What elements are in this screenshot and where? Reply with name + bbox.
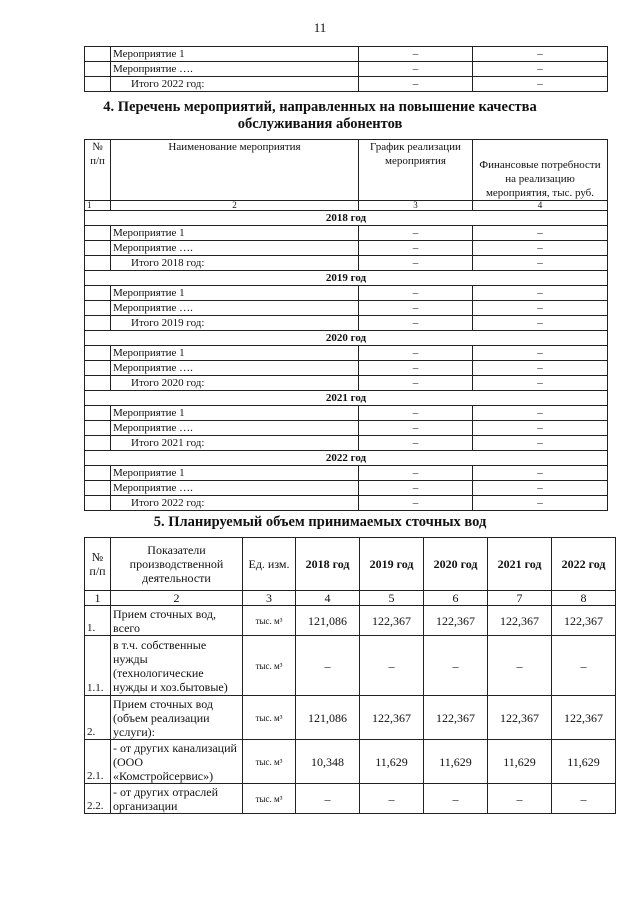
col-num-3: 3 (359, 201, 473, 211)
total-row (85, 436, 608, 451)
measures-header-row (85, 140, 608, 201)
value-cell: – (360, 636, 424, 696)
row-num (85, 421, 111, 436)
col-num-1: 1 (85, 201, 111, 211)
value-cell: 122,367 (552, 606, 616, 636)
value-cell: 121,086 (296, 606, 360, 636)
page-number: 11 (313, 20, 327, 35)
measure-name: Мероприятие 1 (111, 406, 359, 421)
measure-row (85, 286, 608, 301)
header-name: Наименование мероприятия (111, 140, 359, 201)
measures-table (84, 139, 608, 511)
value-cell: 122,367 (424, 696, 488, 740)
indicator-name: Прием сточных вод, всего (111, 606, 243, 636)
schedule-cell: – (359, 62, 473, 77)
col-num-3: 3 (243, 591, 296, 606)
unit-cell: тыс. м³ (243, 784, 296, 814)
row-num (85, 62, 111, 77)
row-num (85, 481, 111, 496)
finance-cell: – (473, 481, 608, 496)
finance-cell: – (473, 286, 608, 301)
measure-row (85, 62, 608, 77)
row-num: 2.1. (85, 740, 111, 784)
col-num-1: 1 (85, 591, 111, 606)
row-num: 2. (85, 696, 111, 740)
finance-cell: – (473, 496, 608, 511)
header-year-2018: 2018 год (296, 538, 360, 591)
value-cell: 122,367 (360, 696, 424, 740)
schedule-cell: – (359, 316, 473, 331)
schedule-cell: – (359, 406, 473, 421)
year-row (85, 331, 608, 346)
finance-cell: – (473, 316, 608, 331)
col-num-6: 6 (424, 591, 488, 606)
continuation-table (84, 46, 608, 92)
indicator-row (85, 636, 616, 696)
col-num-8: 8 (552, 591, 616, 606)
measure-name: Мероприятие …. (111, 421, 359, 436)
unit-cell: тыс. м³ (243, 696, 296, 740)
row-num (85, 226, 111, 241)
column-numbers-row (85, 591, 616, 606)
row-num (85, 256, 111, 271)
row-num (85, 376, 111, 391)
unit-cell: тыс. м³ (243, 636, 296, 696)
measure-name: Итого 2021 год: (111, 436, 359, 451)
indicator-name: - от других отраслей организации (111, 784, 243, 814)
header-indicator: Показатели производственной деятельности (111, 538, 243, 591)
finance-cell: – (473, 301, 608, 316)
measure-name: Итого 2020 год: (111, 376, 359, 391)
value-cell: – (296, 784, 360, 814)
schedule-cell: – (359, 241, 473, 256)
measure-row (85, 481, 608, 496)
year-label: 2021 год (85, 391, 608, 406)
finance-cell: – (473, 226, 608, 241)
col-num-4: 4 (473, 201, 608, 211)
finance-cell: – (473, 466, 608, 481)
row-num: 1. (85, 606, 111, 636)
value-cell: 122,367 (360, 606, 424, 636)
measure-name: Мероприятие 1 (111, 466, 359, 481)
value-cell: – (424, 636, 488, 696)
schedule-cell: – (359, 481, 473, 496)
schedule-cell: – (359, 256, 473, 271)
schedule-cell: – (359, 47, 473, 62)
row-num (85, 316, 111, 331)
indicator-name: в т.ч. собственные нужды (технологические нужды и хоз.бытовые) (111, 636, 243, 696)
finance-cell: – (473, 77, 608, 92)
section-4-title-line2: обслуживания абонентов (237, 116, 403, 132)
col-num-2: 2 (111, 201, 359, 211)
row-num (85, 361, 111, 376)
schedule-cell: – (359, 301, 473, 316)
value-cell: – (488, 636, 552, 696)
total-row (85, 77, 608, 92)
year-label: 2019 год (85, 271, 608, 286)
row-num (85, 77, 111, 92)
header-year-2022: 2022 год (552, 538, 616, 591)
header-num: № п/п (85, 538, 111, 591)
value-cell: – (360, 784, 424, 814)
value-cell: 11,629 (360, 740, 424, 784)
finance-cell: – (473, 346, 608, 361)
header-year-2019: 2019 год (360, 538, 424, 591)
wastewater-table (84, 537, 616, 814)
finance-cell: – (473, 256, 608, 271)
measure-name: Мероприятие …. (111, 361, 359, 376)
value-cell: 122,367 (424, 606, 488, 636)
measure-name: Итого 2022 год: (111, 77, 359, 92)
year-row (85, 391, 608, 406)
schedule-cell: – (359, 286, 473, 301)
unit-cell: тыс. м³ (243, 740, 296, 784)
schedule-cell: – (359, 346, 473, 361)
row-num (85, 241, 111, 256)
measure-row (85, 466, 608, 481)
schedule-cell: – (359, 466, 473, 481)
measure-name: Мероприятие 1 (111, 346, 359, 361)
year-row (85, 271, 608, 286)
measure-name: Мероприятие 1 (111, 286, 359, 301)
finance-cell: – (473, 376, 608, 391)
value-cell: 11,629 (552, 740, 616, 784)
schedule-cell: – (359, 226, 473, 241)
measure-name: Мероприятие …. (111, 62, 359, 77)
year-row (85, 451, 608, 466)
value-cell: – (552, 784, 616, 814)
wastewater-header-row (85, 538, 616, 591)
measure-name: Мероприятие …. (111, 481, 359, 496)
indicator-row (85, 740, 616, 784)
schedule-cell: – (359, 496, 473, 511)
value-cell: 122,367 (552, 696, 616, 740)
value-cell: 122,367 (488, 696, 552, 740)
measure-row (85, 346, 608, 361)
total-row (85, 316, 608, 331)
row-num (85, 406, 111, 421)
measure-name: Итого 2018 год: (111, 256, 359, 271)
header-year-2021: 2021 год (488, 538, 552, 591)
measure-name: Мероприятие 1 (111, 226, 359, 241)
finance-cell: – (473, 421, 608, 436)
col-num-4: 4 (296, 591, 360, 606)
row-num: 2.2. (85, 784, 111, 814)
finance-cell: – (473, 241, 608, 256)
schedule-cell: – (359, 77, 473, 92)
value-cell: 10,348 (296, 740, 360, 784)
header-finance: Финансовые потребности на реализацию мероприятия, тыс. руб. (473, 140, 608, 201)
schedule-cell: – (359, 376, 473, 391)
header-year-2020: 2020 год (424, 538, 488, 591)
indicator-name: - от других канализаций (ООО «Комстройсервис») (111, 740, 243, 784)
measure-name: Мероприятие …. (111, 241, 359, 256)
header-schedule: График реализации мероприятия (359, 140, 473, 201)
measure-row (85, 406, 608, 421)
finance-cell: – (473, 62, 608, 77)
row-num (85, 286, 111, 301)
column-numbers-row (85, 201, 608, 211)
row-num (85, 466, 111, 481)
row-num (85, 346, 111, 361)
measure-name: Итого 2022 год: (111, 496, 359, 511)
measure-row (85, 301, 608, 316)
total-row (85, 496, 608, 511)
finance-cell: – (473, 436, 608, 451)
indicator-row (85, 606, 616, 636)
measure-row (85, 47, 608, 62)
value-cell: – (424, 784, 488, 814)
measure-row (85, 241, 608, 256)
row-num (85, 436, 111, 451)
year-label: 2018 год (85, 211, 608, 226)
measure-name: Итого 2019 год: (111, 316, 359, 331)
indicator-row (85, 696, 616, 740)
row-num: 1.1. (85, 636, 111, 696)
indicator-name: Прием сточных вод (объем реализации услуги): (111, 696, 243, 740)
row-num (85, 301, 111, 316)
measure-row (85, 421, 608, 436)
unit-cell: тыс. м³ (243, 606, 296, 636)
row-num (85, 47, 111, 62)
measure-row (85, 361, 608, 376)
value-cell: 121,086 (296, 696, 360, 740)
value-cell: – (296, 636, 360, 696)
value-cell: 11,629 (424, 740, 488, 784)
section-4-title-line1: 4. Перечень мероприятий, направленных на повышение качества (103, 99, 537, 115)
section-4-title (0, 99, 640, 133)
value-cell: – (552, 636, 616, 696)
finance-cell: – (473, 361, 608, 376)
measure-row (85, 226, 608, 241)
total-row (85, 376, 608, 391)
schedule-cell: – (359, 421, 473, 436)
year-row (85, 211, 608, 226)
finance-cell: – (473, 47, 608, 62)
schedule-cell: – (359, 361, 473, 376)
header-unit: Ед. изм. (243, 538, 296, 591)
value-cell: 122,367 (488, 606, 552, 636)
year-label: 2020 год (85, 331, 608, 346)
measure-name: Мероприятие 1 (111, 47, 359, 62)
row-num (85, 496, 111, 511)
measure-name: Мероприятие …. (111, 301, 359, 316)
year-label: 2022 год (85, 451, 608, 466)
col-num-2: 2 (111, 591, 243, 606)
value-cell: – (488, 784, 552, 814)
schedule-cell: – (359, 436, 473, 451)
header-num: № п/п (85, 140, 111, 201)
section-5-title: 5. Планируемый объем принимаемых сточных вод (153, 514, 487, 530)
indicator-row (85, 784, 616, 814)
col-num-7: 7 (488, 591, 552, 606)
col-num-5: 5 (360, 591, 424, 606)
finance-cell: – (473, 406, 608, 421)
value-cell: 11,629 (488, 740, 552, 784)
total-row (85, 256, 608, 271)
